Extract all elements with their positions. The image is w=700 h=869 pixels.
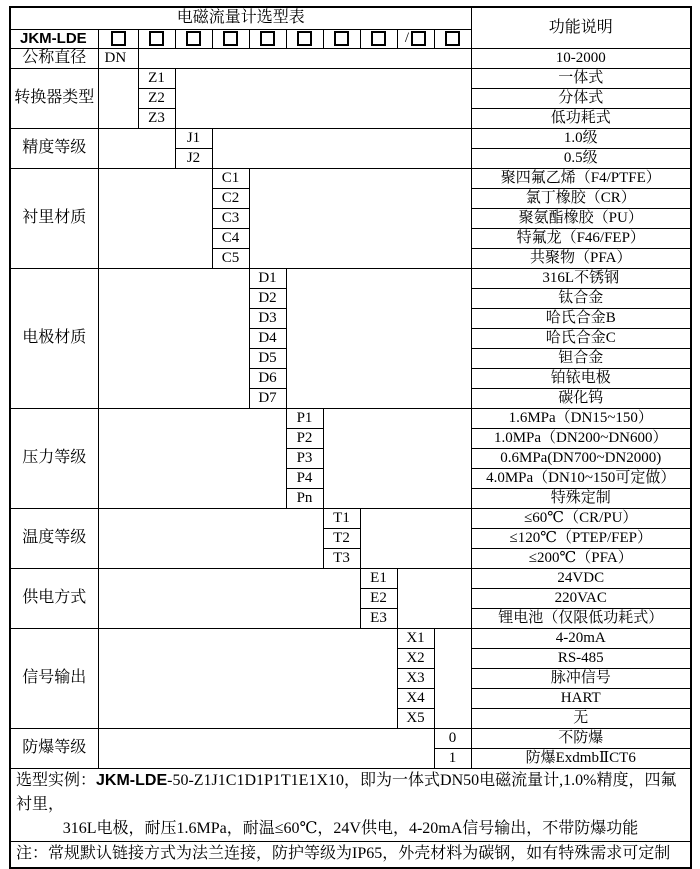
code-x1: X1 <box>397 629 434 649</box>
example-code-text: -50-Z1J1C1D1P1T1E1X10，即为一体式DN50电磁流量计,1.0%精度，四氟衬里， <box>16 772 677 813</box>
row-label-power-supply: 供电方式 <box>10 569 98 629</box>
desc-x5: 无 <box>471 709 691 729</box>
code-c3: C3 <box>212 209 249 229</box>
empty-cell <box>98 629 397 729</box>
desc-z1: 一体式 <box>471 69 691 89</box>
example-line-2: 316L电极，耐压1.6MPa，耐温≤60℃，24V供电，4-20mA信号输出，不带防爆功能 <box>62 820 639 837</box>
empty-cell <box>98 269 249 409</box>
example-prefix: 选型实例： <box>16 772 97 789</box>
model-checkbox-10 <box>434 30 471 49</box>
desc-dn: 10-2000 <box>471 49 691 69</box>
desc-c3: 聚氨酯橡胶（PU） <box>471 209 691 229</box>
checkbox-icon <box>111 31 126 46</box>
code-ex1: 1 <box>434 749 471 769</box>
code-j2: J2 <box>175 149 212 169</box>
row-label-pressure-class: 压力等级 <box>10 409 98 509</box>
empty-cell <box>175 69 471 129</box>
code-c1: C1 <box>212 169 249 189</box>
desc-d3: 哈氏合金B <box>471 309 691 329</box>
code-d4: D4 <box>249 329 286 349</box>
code-ex0: 0 <box>434 729 471 749</box>
model-checkbox-1 <box>98 30 138 49</box>
checkbox-icon <box>411 31 426 46</box>
row-label-signal-output: 信号输出 <box>10 629 98 729</box>
empty-cell <box>212 129 471 169</box>
code-d3: D3 <box>249 309 286 329</box>
model-checkbox-8 <box>360 30 397 49</box>
code-p3: P3 <box>286 449 323 469</box>
code-t2: T2 <box>323 529 360 549</box>
code-d5: D5 <box>249 349 286 369</box>
desc-p1: 1.6MPa（DN15~150） <box>471 409 691 429</box>
code-e3: E3 <box>360 609 397 629</box>
table-title: 电磁流量计选型表 <box>10 7 471 30</box>
row-label-converter-type: 转换器类型 <box>10 69 98 129</box>
desc-t3: ≤200℃（PFA） <box>471 549 691 569</box>
selection-table <box>9 6 692 869</box>
desc-t1: ≤60℃（CR/PU） <box>471 509 691 529</box>
desc-e3: 锂电池（仅限低功耗式） <box>471 609 691 629</box>
example-row <box>10 769 691 842</box>
empty-cell <box>286 269 471 409</box>
code-t1: T1 <box>323 509 360 529</box>
checkbox-icon <box>149 31 164 46</box>
model-checkbox-3 <box>175 30 212 49</box>
note-row: 注：常规默认链接方式为法兰连接，防护等级为IP65，外壳材料为碳钢，如有特殊需求可定制 <box>10 842 691 869</box>
desc-d2: 钛合金 <box>471 289 691 309</box>
row-label-electrode-material: 电极材质 <box>10 269 98 409</box>
model-prefix: JKM-LDE <box>10 30 98 49</box>
code-x5: X5 <box>397 709 434 729</box>
desc-x2: RS-485 <box>471 649 691 669</box>
desc-x1: 4-20mA <box>471 629 691 649</box>
row-label-liner-material: 衬里材质 <box>10 169 98 269</box>
slash-separator: / <box>404 30 410 47</box>
code-p4: P4 <box>286 469 323 489</box>
row-label-accuracy-class: 精度等级 <box>10 129 98 169</box>
empty-cell <box>98 129 175 169</box>
desc-d6: 铂铱电极 <box>471 369 691 389</box>
desc-c2: 氯丁橡胶（CR） <box>471 189 691 209</box>
row-label-temperature-class: 温度等级 <box>10 509 98 569</box>
code-c5: C5 <box>212 249 249 269</box>
code-d7: D7 <box>249 389 286 409</box>
empty-cell <box>138 49 471 69</box>
code-x2: X2 <box>397 649 434 669</box>
code-e2: E2 <box>360 589 397 609</box>
empty-cell <box>98 69 138 129</box>
desc-c4: 特氟龙（F46/FEP） <box>471 229 691 249</box>
code-p1: P1 <box>286 409 323 429</box>
desc-d1: 316L不锈钢 <box>471 269 691 289</box>
code-d1: D1 <box>249 269 286 289</box>
code-d6: D6 <box>249 369 286 389</box>
code-z3: Z3 <box>138 109 175 129</box>
checkbox-icon <box>260 31 275 46</box>
checkbox-icon <box>186 31 201 46</box>
code-t3: T3 <box>323 549 360 569</box>
code-c4: C4 <box>212 229 249 249</box>
desc-d7: 碳化钨 <box>471 389 691 409</box>
desc-c1: 聚四氟乙烯（F4/PTFE） <box>471 169 691 189</box>
code-d2: D2 <box>249 289 286 309</box>
checkbox-icon <box>371 31 386 46</box>
checkbox-icon <box>445 31 460 46</box>
model-checkbox-6 <box>286 30 323 49</box>
code-x3: X3 <box>397 669 434 689</box>
row-label-explosion-proof-class: 防爆等级 <box>10 729 98 769</box>
row-label-nominal-diameter: 公称直径 <box>10 49 98 69</box>
desc-j2: 0.5级 <box>471 149 691 169</box>
code-pn: Pn <box>286 489 323 509</box>
empty-cell <box>397 569 471 629</box>
desc-ex0: 不防爆 <box>471 729 691 749</box>
desc-j1: 1.0级 <box>471 129 691 149</box>
desc-e2: 220VAC <box>471 589 691 609</box>
empty-cell <box>98 409 286 509</box>
code-j1: J1 <box>175 129 212 149</box>
desc-d5: 钽合金 <box>471 349 691 369</box>
desc-z3: 低功耗式 <box>471 109 691 129</box>
empty-cell <box>98 729 434 769</box>
desc-c5: 共聚物（PFA） <box>471 249 691 269</box>
model-checkbox-7 <box>323 30 360 49</box>
empty-cell <box>98 569 360 629</box>
example-brand: JKM-LDE <box>96 772 168 789</box>
checkbox-icon <box>223 31 238 46</box>
code-dn: DN <box>98 49 138 69</box>
desc-e1: 24VDC <box>471 569 691 589</box>
desc-t2: ≤120℃（PTEP/FEP） <box>471 529 691 549</box>
model-checkbox-5 <box>249 30 286 49</box>
code-z2: Z2 <box>138 89 175 109</box>
desc-ex1: 防爆ExdmbⅡCT6 <box>471 749 691 769</box>
checkbox-icon <box>334 31 349 46</box>
desc-d4: 哈氏合金C <box>471 329 691 349</box>
code-c2: C2 <box>212 189 249 209</box>
model-checkbox-9 <box>397 30 434 49</box>
desc-p2: 1.0MPa（DN200~DN600） <box>471 429 691 449</box>
empty-cell <box>323 409 471 509</box>
checkbox-icon <box>297 31 312 46</box>
desc-pn: 特殊定制 <box>471 489 691 509</box>
desc-z2: 分体式 <box>471 89 691 109</box>
function-header: 功能说明 <box>471 7 691 49</box>
desc-x4: HART <box>471 689 691 709</box>
code-z1: Z1 <box>138 69 175 89</box>
empty-cell <box>434 629 471 729</box>
model-checkbox-4 <box>212 30 249 49</box>
code-p2: P2 <box>286 429 323 449</box>
desc-p4: 4.0MPa（DN10~150可定做） <box>471 469 691 489</box>
code-e1: E1 <box>360 569 397 589</box>
model-checkbox-2 <box>138 30 175 49</box>
desc-x3: 脉冲信号 <box>471 669 691 689</box>
code-x4: X4 <box>397 689 434 709</box>
empty-cell <box>360 509 471 569</box>
desc-p3: 0.6MPa(DN700~DN2000) <box>471 449 691 469</box>
empty-cell <box>249 169 471 269</box>
empty-cell <box>98 509 323 569</box>
selection-sheet <box>9 6 692 869</box>
empty-cell <box>98 169 212 269</box>
